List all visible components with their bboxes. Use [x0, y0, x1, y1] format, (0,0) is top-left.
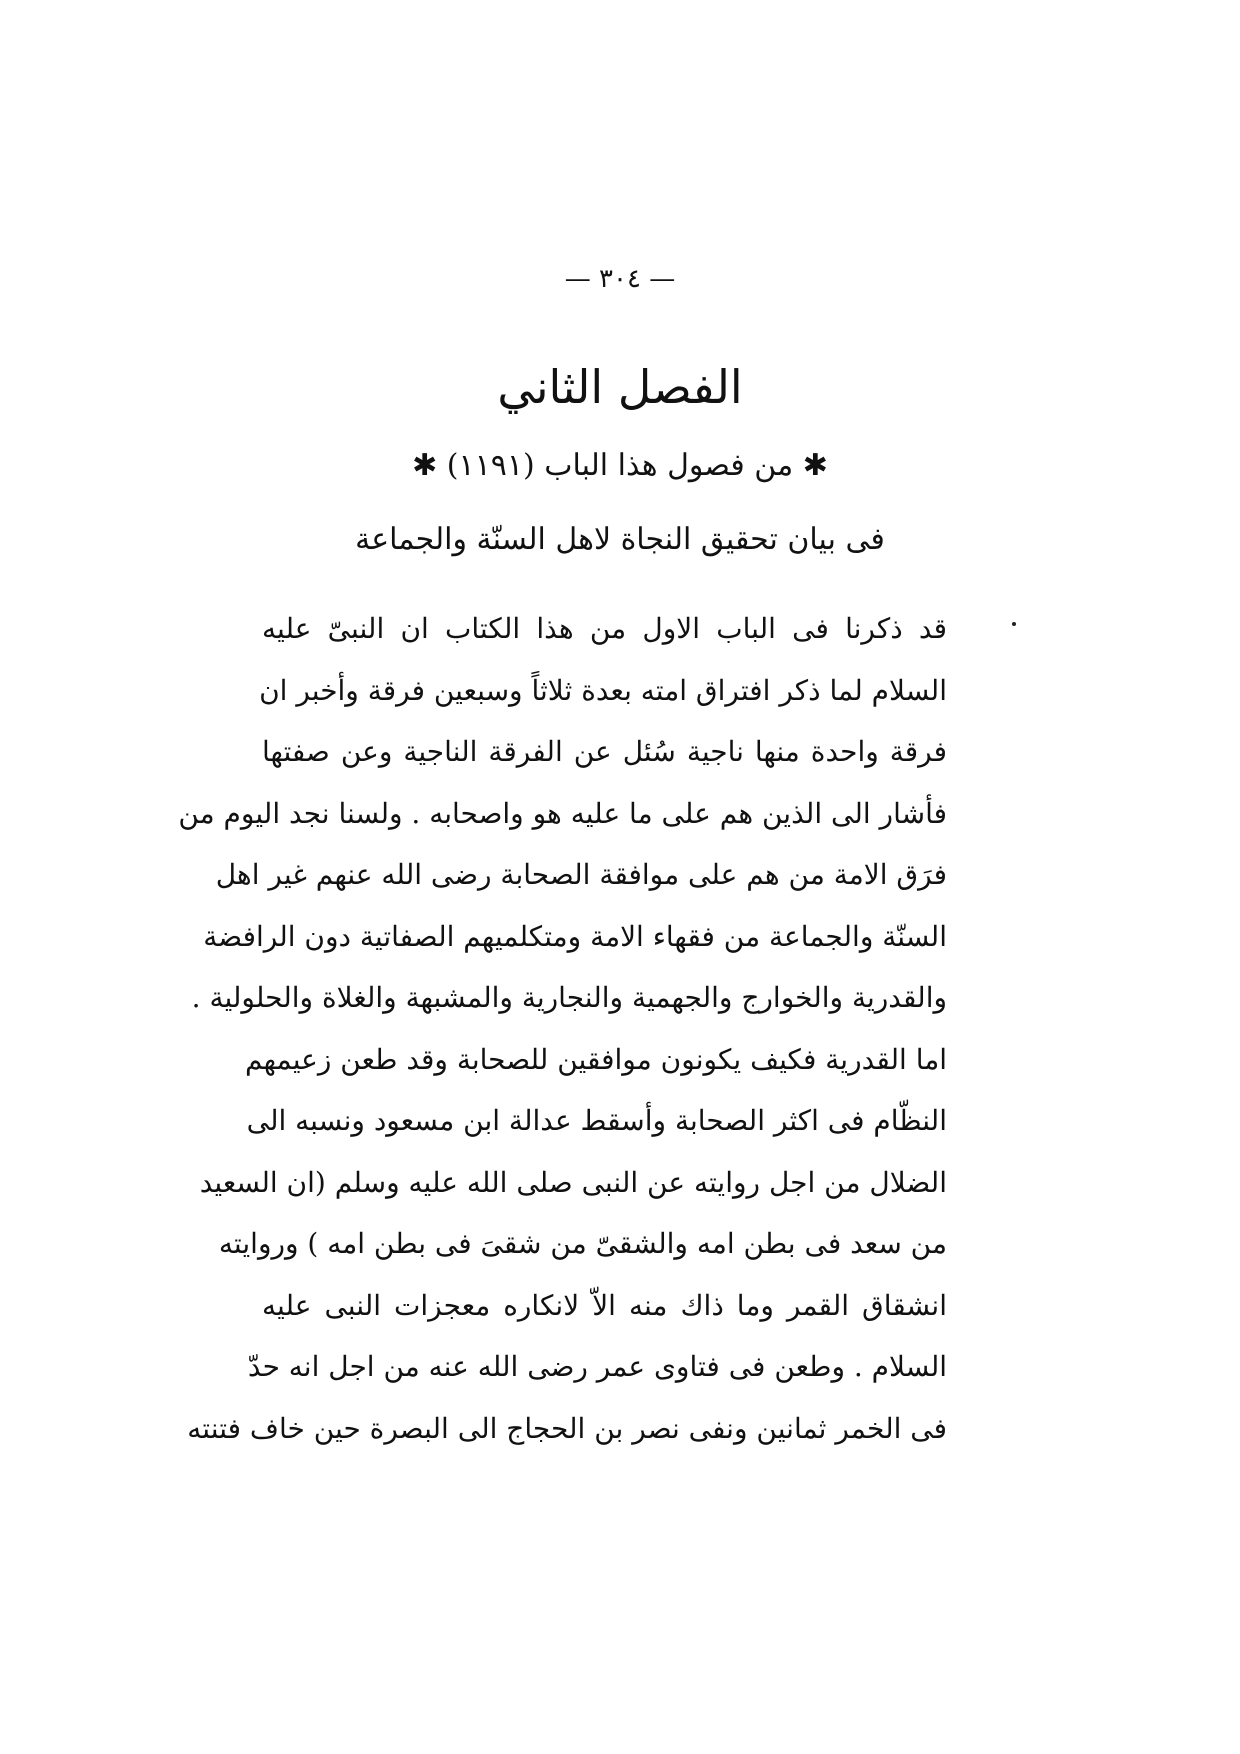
margin-mark: [1012, 622, 1016, 626]
body-line: من سعد فى بطن امه والشقىّ من شقىَ فى بطن امه ) وروايته: [218, 1227, 947, 1260]
body-line: والقدرية والخوارج والجهمية والنجارية والمشبهة والغلاة والحلولية .: [191, 981, 947, 1014]
body-line: قد ذكرنا فى الباب الاول من هذا الكتاب ان النبىّ عليه: [262, 612, 947, 645]
body-line: النظّام فى اكثر الصحابة وأسقط عدالة ابن مسعود ونسبه الى: [246, 1104, 947, 1137]
body-line: اما القدرية فكيف يكونون موافقين للصحابة وقد طعن زعيمهم: [245, 1042, 947, 1076]
chapter-subtitle: فى بيان تحقيق النجاة لاهل السنّة والجماعة: [355, 522, 885, 557]
body-line: السلام لما ذكر افتراق امته بعدة ثلاثاً وسبعين فرقة وأخبر ان: [259, 673, 947, 707]
body-line: السلام . وطعن فى فتاوى عمر رضى الله عنه من اجل انه حدّ: [247, 1350, 947, 1383]
body-line: انشقاق القمر وما ذاك منه الاّ لانكاره معجزات النبى عليه: [262, 1288, 947, 1322]
body-line: فى الخمر ثمانين ونفى نصر بن الحجاج الى البصرة حين خاف فتنته: [187, 1411, 947, 1445]
chapter-title: الفصل الثاني: [497, 360, 743, 414]
body-line: الضلال من اجل روايته عن النبى صلى الله عليه وسلم (ان السعيد: [199, 1165, 947, 1199]
body-line: فرقة واحدة منها ناجية سُئل عن الفرقة الناجية وعن صفتها: [262, 735, 947, 768]
body-line: فأشار الى الذين هم على ما عليه هو واصحابه . ولسنا نجد اليوم من: [178, 796, 947, 830]
body-text: [178, 598, 947, 1459]
body-line: فرَق الامة من هم على موافقة الصحابة رضى الله عنهم غير اهل: [215, 858, 947, 891]
section-heading: ✱ من فصول هذا الباب (١١٩١) ✱: [412, 448, 828, 483]
page-number: — ٣٠٤ —: [564, 264, 676, 294]
body-line: السنّة والجماعة من فقهاء الامة ومتكلميهم الصفاتية دون الرافضة: [203, 919, 947, 953]
